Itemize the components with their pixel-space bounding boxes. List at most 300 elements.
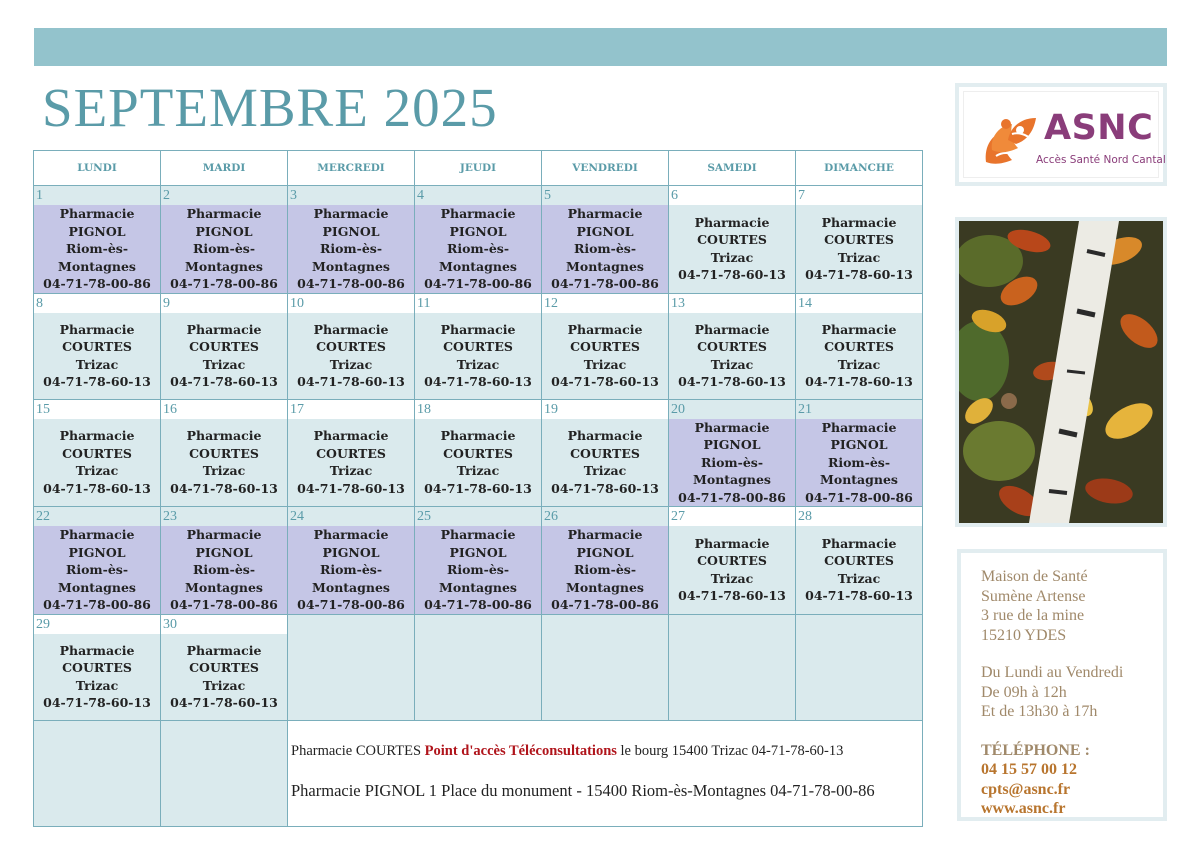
pharmacy-line: COURTES [570, 445, 640, 461]
pharmacy-line: Pharmacie [440, 428, 516, 444]
day-number: 25 [415, 507, 541, 526]
phone-number[interactable]: 04 15 57 00 12 [981, 761, 1077, 778]
on-duty-pharmacy [34, 634, 160, 720]
week-row [34, 614, 923, 720]
pharmacy-line: Trizac [329, 356, 373, 372]
empty-day-cell [669, 614, 796, 720]
day-cell-content [288, 294, 414, 399]
day-number: 23 [161, 507, 287, 526]
day-number: 28 [796, 507, 922, 526]
pharmacy-line: Montagnes [185, 258, 263, 274]
courtes-info-line [291, 743, 918, 760]
day-cell [161, 614, 288, 720]
pharmacy-line: Trizac [583, 356, 627, 372]
day-number: 17 [288, 400, 414, 419]
day-cell-content [288, 400, 414, 507]
courtes-suffix: le bourg 15400 Trizac 04-71-78-60-13 [616, 742, 844, 759]
pharmacy-line: COURTES [697, 232, 767, 248]
pharmacy-line: 04-71-78-60-13 [297, 480, 405, 496]
pharmacy-line: Trizac [329, 463, 373, 479]
on-duty-pharmacy [796, 419, 922, 507]
address-line: Sumène Artense [981, 587, 1086, 605]
pharmacy-line: Trizac [456, 463, 500, 479]
day-cell-content [161, 615, 287, 720]
contact-panel [957, 549, 1167, 821]
pharmacy-line: Riom-ès- [319, 241, 383, 256]
pharmacy-line: Montagnes [312, 258, 390, 274]
pharmacy-line: Trizac [202, 463, 246, 479]
on-duty-pharmacy [415, 526, 541, 614]
pharmacy-line: Riom-ès- [573, 562, 637, 577]
on-duty-pharmacy [34, 526, 160, 614]
empty-day-cell [288, 614, 415, 720]
on-duty-pharmacy [161, 526, 287, 614]
pharmacy-line: 04-71-78-60-13 [43, 695, 151, 710]
day-cell-content [415, 507, 541, 614]
on-duty-pharmacy [161, 313, 287, 399]
footer-empty-cell [161, 720, 288, 826]
day-cell [288, 507, 415, 615]
leaf-hands-logo-icon [982, 110, 1044, 170]
pharmacy-line: Montagnes [566, 579, 644, 595]
pharmacy-line: PIGNOL [322, 223, 380, 239]
on-duty-pharmacy [669, 419, 795, 507]
on-duty-pharmacy [669, 526, 795, 614]
pharmacy-line: Pharmacie [821, 321, 897, 337]
day-cell [161, 399, 288, 507]
day-cell [796, 507, 923, 615]
pharmacy-line: COURTES [189, 660, 259, 675]
on-duty-pharmacy [796, 313, 922, 399]
weekday-header: DIMANCHE [796, 151, 923, 186]
pharmacy-line: PIGNOL [830, 437, 888, 452]
day-cell-content [669, 400, 795, 507]
logo-name: ASNC [1044, 108, 1154, 148]
hours-line: De 09h à 12h [981, 683, 1067, 701]
address-line: 15210 YDES [981, 626, 1067, 644]
pharmacy-line: PIGNOL [68, 544, 126, 560]
day-cell [161, 507, 288, 615]
pharmacy-line: Pharmacie [440, 206, 516, 221]
pharmacy-line: Trizac [75, 677, 119, 693]
on-duty-pharmacy [542, 526, 668, 614]
day-cell [542, 293, 669, 399]
pharmacy-line: Pharmacie [694, 419, 770, 435]
day-cell [669, 399, 796, 507]
day-cell [415, 186, 542, 294]
day-cell-content [415, 294, 541, 399]
pharmacy-line: 04-71-78-00-86 [170, 597, 278, 612]
pharmacy-line: COURTES [62, 445, 132, 461]
on-duty-pharmacy [415, 313, 541, 399]
pharmacy-line: PIGNOL [703, 437, 761, 452]
pharmacy-line: PIGNOL [195, 223, 253, 239]
pharmacy-line: Pharmacie [59, 321, 135, 337]
hours-line: Du Lundi au Vendredi [981, 664, 1124, 681]
day-cell [288, 399, 415, 507]
day-cell [34, 293, 161, 399]
day-cell-content [796, 294, 922, 399]
day-cell [415, 293, 542, 399]
pharmacy-line: Trizac [837, 249, 881, 265]
pharmacy-line: Montagnes [58, 258, 136, 274]
day-cell-content [161, 186, 287, 293]
pharmacy-line: Pharmacie [567, 321, 643, 337]
pharmacy-line: 04-71-78-60-13 [424, 480, 532, 496]
pharmacy-line: 04-71-78-60-13 [170, 480, 278, 496]
day-number: 26 [542, 507, 668, 526]
pharmacy-line: Pharmacie [59, 206, 135, 221]
day-cell [415, 399, 542, 507]
day-number: 1 [34, 186, 160, 205]
teleconsultation-label: Point d'accès Téléconsultations [424, 742, 617, 759]
pharmacy-line: 04-71-78-60-13 [805, 267, 913, 283]
pharmacy-line: COURTES [824, 232, 894, 248]
on-duty-pharmacy [415, 205, 541, 293]
pharmacy-line: COURTES [697, 339, 767, 354]
pharmacy-line: 04-71-78-60-13 [43, 374, 151, 389]
day-cell-content [669, 294, 795, 399]
day-cell [669, 293, 796, 399]
pharmacy-line: Trizac [202, 677, 246, 693]
pharmacy-line: PIGNOL [195, 544, 253, 560]
asnc-logo-box [955, 83, 1167, 186]
on-duty-pharmacy [796, 526, 922, 614]
pharmacy-line: Trizac [202, 356, 246, 372]
week-row [34, 507, 923, 615]
weekday-header: JEUDI [415, 151, 542, 186]
day-number: 11 [415, 294, 541, 313]
day-cell-content [669, 186, 795, 293]
pharmacy-line: Pharmacie [694, 214, 770, 230]
on-duty-pharmacy [161, 419, 287, 507]
pharmacy-line: Riom-ès- [446, 562, 510, 577]
pharmacy-line: 04-71-78-00-86 [170, 276, 278, 291]
week-row [34, 399, 923, 507]
pharmacy-info [288, 721, 922, 801]
calendar-grid [33, 150, 923, 827]
day-number: 8 [34, 294, 160, 313]
day-number: 12 [542, 294, 668, 313]
day-cell-content [415, 186, 541, 293]
pharmacy-line: COURTES [316, 445, 386, 461]
weekday-header-row [34, 151, 923, 186]
pharmacy-line: Pharmacie [821, 535, 897, 551]
pharmacy-line: 04-71-78-00-86 [551, 276, 659, 291]
pharmacy-line: Pharmacie [694, 321, 770, 337]
pharmacy-line: 04-71-78-60-13 [678, 588, 786, 604]
pharmacy-line: COURTES [824, 339, 894, 354]
pharmacy-line: Pharmacie [567, 206, 643, 221]
on-duty-pharmacy [669, 205, 795, 293]
day-cell [415, 507, 542, 615]
day-cell-content [34, 294, 160, 399]
pharmacy-line: Trizac [710, 249, 754, 265]
day-cell [34, 507, 161, 615]
pharmacy-line: Trizac [583, 463, 627, 479]
day-cell-content [415, 400, 541, 507]
pharmacy-line: Pharmacie [313, 428, 389, 444]
pharmacy-line: 04-71-78-60-13 [805, 588, 913, 604]
on-duty-pharmacy [34, 419, 160, 507]
pharmacy-line: 04-71-78-60-13 [170, 374, 278, 389]
day-cell-content [161, 294, 287, 399]
empty-day-cell [542, 614, 669, 720]
day-number: 13 [669, 294, 795, 313]
pharmacy-line: Pharmacie [440, 321, 516, 337]
pharmacy-line: 04-71-78-00-86 [297, 276, 405, 291]
on-duty-pharmacy [542, 313, 668, 399]
weekday-header: MERCREDI [288, 151, 415, 186]
address-line: Maison de Santé [981, 568, 1088, 585]
footer-row [34, 720, 923, 826]
day-cell [288, 293, 415, 399]
day-cell [34, 399, 161, 507]
pharmacy-line: Pharmacie [59, 428, 135, 444]
pharmacy-line: 04-71-78-60-13 [551, 480, 659, 496]
on-duty-pharmacy [415, 419, 541, 507]
pharmacy-line: 04-71-78-00-86 [805, 489, 913, 505]
pharmacy-line: 04-71-78-60-13 [424, 374, 532, 389]
pharmacy-line: PIGNOL [449, 223, 507, 239]
hours-line: Et de 13h30 à 17h [981, 703, 1098, 720]
autumn-leaves-photo [955, 217, 1167, 527]
day-number: 3 [288, 186, 414, 205]
pharmacy-line: Montagnes [820, 472, 898, 487]
pharmacy-line: Riom-ès- [319, 562, 383, 577]
pharmacy-line: Riom-ès- [573, 241, 637, 256]
autumn-leaves-birch-photo [959, 221, 1163, 523]
pharmacy-line: Pharmacie [186, 642, 262, 658]
day-cell-content [796, 507, 922, 614]
pharmacy-line: Pharmacie [694, 535, 770, 551]
day-number: 2 [161, 186, 287, 205]
week-row [34, 186, 923, 294]
day-number: 27 [669, 507, 795, 526]
on-duty-pharmacy [542, 205, 668, 293]
pharmacy-line: 04-71-78-00-86 [43, 276, 151, 291]
pharmacy-line: COURTES [316, 339, 386, 354]
pharmacy-line: COURTES [62, 339, 132, 354]
footer-empty-cell [34, 720, 161, 826]
pharmacy-line: PIGNOL [576, 223, 634, 239]
day-number: 10 [288, 294, 414, 313]
pharmacy-line: Montagnes [185, 579, 263, 595]
on-duty-pharmacy [288, 313, 414, 399]
pharmacy-line: 04-71-78-00-86 [297, 597, 405, 612]
header-band [34, 28, 1167, 66]
pharmacy-line: Pharmacie [186, 527, 262, 542]
day-number: 4 [415, 186, 541, 205]
pharmacy-line: COURTES [443, 339, 513, 354]
on-duty-pharmacy [161, 205, 287, 293]
day-number: 29 [34, 615, 160, 634]
pharmacy-line: Riom-ès- [192, 562, 256, 577]
weekday-header: MARDI [161, 151, 288, 186]
pharmacy-line: Riom-ès- [446, 241, 510, 256]
day-cell-content [542, 400, 668, 507]
day-cell-content [34, 400, 160, 507]
pharmacy-line: Trizac [456, 356, 500, 372]
pharmacy-line: 04-71-78-60-13 [43, 480, 151, 496]
pharmacy-line: COURTES [824, 553, 894, 569]
day-cell-content [542, 294, 668, 399]
pharmacy-line: Pharmacie [313, 321, 389, 337]
on-duty-pharmacy [34, 205, 160, 293]
empty-day-cell [415, 614, 542, 720]
address-line: 3 rue de la mine [981, 607, 1085, 624]
day-cell-content [288, 507, 414, 614]
on-duty-pharmacy [669, 313, 795, 399]
opening-hours [981, 663, 1163, 722]
day-cell [288, 186, 415, 294]
day-cell [669, 507, 796, 615]
on-duty-pharmacy [34, 313, 160, 399]
pharmacy-line: Riom-ès- [192, 241, 256, 256]
pharmacy-line: PIGNOL [68, 223, 126, 239]
day-number: 9 [161, 294, 287, 313]
pharmacy-line: COURTES [570, 339, 640, 354]
logo-frame [963, 91, 1166, 178]
pharmacy-line: 04-71-78-60-13 [678, 267, 786, 283]
day-cell [542, 399, 669, 507]
day-number: 24 [288, 507, 414, 526]
day-cell [34, 186, 161, 294]
pharmacy-line: Montagnes [566, 258, 644, 274]
day-number: 6 [669, 186, 795, 205]
pharmacy-line: Riom-ès- [65, 562, 129, 577]
day-number: 30 [161, 615, 287, 634]
day-cell [796, 399, 923, 507]
pharmacy-info-cell [288, 720, 923, 826]
on-duty-pharmacy [161, 634, 287, 720]
pharmacy-line: 04-71-78-60-13 [805, 374, 913, 389]
pharmacy-line: Pharmacie [567, 428, 643, 444]
pignol-info-line: Pharmacie PIGNOL 1 Place du monument - 15400 Riom-ès-Montagnes 04-71-78-00-86 [291, 780, 875, 800]
pharmacy-line: Trizac [75, 356, 119, 372]
page-title: SEPTEMBRE 2025 [42, 77, 498, 138]
pharmacy-line: Pharmacie [59, 642, 135, 658]
pharmacy-line: Pharmacie [186, 206, 262, 221]
day-cell [796, 186, 923, 294]
pharmacy-line: Pharmacie [59, 527, 135, 542]
pharmacy-line: Riom-ès- [65, 241, 129, 256]
pharmacy-line: Riom-ès- [827, 454, 891, 470]
day-number: 15 [34, 400, 160, 419]
day-number: 18 [415, 400, 541, 419]
weekday-header: LUNDI [34, 151, 161, 186]
pharmacy-line: Montagnes [693, 472, 771, 487]
pharmacy-line: PIGNOL [449, 544, 507, 560]
address-block [981, 567, 1163, 645]
pharmacy-line: Pharmacie [186, 321, 262, 337]
day-number: 21 [796, 400, 922, 419]
pharmacy-line: Montagnes [58, 579, 136, 595]
pharmacy-line: Montagnes [312, 579, 390, 595]
day-cell-content [161, 507, 287, 614]
pharmacy-line: 04-71-78-00-86 [424, 276, 532, 291]
pharmacy-line: Pharmacie [440, 527, 516, 542]
pharmacy-line: Pharmacie [567, 527, 643, 542]
on-duty-pharmacy [288, 526, 414, 614]
on-duty-pharmacy [288, 205, 414, 293]
day-cell-content [288, 186, 414, 293]
day-cell [542, 507, 669, 615]
pharmacy-line: Trizac [710, 356, 754, 372]
pharmacy-line: Montagnes [439, 258, 517, 274]
pharmacy-line: 04-71-78-60-13 [551, 374, 659, 389]
pharmacy-line: Pharmacie [186, 428, 262, 444]
day-cell-content [161, 400, 287, 507]
pharmacy-line: Trizac [75, 463, 119, 479]
on-duty-pharmacy [542, 419, 668, 507]
weekday-header: SAMEDI [669, 151, 796, 186]
pharmacy-line: Pharmacie [313, 206, 389, 221]
pharmacy-line: 04-71-78-60-13 [678, 374, 786, 389]
day-number: 22 [34, 507, 160, 526]
pharmacy-line: COURTES [443, 445, 513, 461]
pharmacy-line: 04-71-78-60-13 [170, 695, 278, 710]
pharmacy-line: 04-71-78-00-86 [551, 597, 659, 612]
day-cell [161, 293, 288, 399]
day-cell-content [34, 186, 160, 293]
day-cell-content [542, 186, 668, 293]
pharmacy-line: Trizac [837, 356, 881, 372]
pharmacy-line: COURTES [189, 445, 259, 461]
day-cell [796, 293, 923, 399]
logo-subtitle: Accès Santé Nord Cantal [1036, 154, 1166, 166]
empty-day-cell [796, 614, 923, 720]
pharmacy-line: PIGNOL [576, 544, 634, 560]
pharmacy-line: Trizac [837, 570, 881, 586]
on-duty-pharmacy [288, 419, 414, 507]
on-duty-pharmacy [796, 205, 922, 293]
day-number: 5 [542, 186, 668, 205]
day-cell-content [796, 400, 922, 507]
pharmacy-line: Riom-ès- [700, 454, 764, 470]
pharmacy-line: Trizac [710, 570, 754, 586]
day-number: 20 [669, 400, 795, 419]
day-cell-content [34, 507, 160, 614]
pharmacy-line: 04-71-78-00-86 [43, 597, 151, 612]
phone-label: TÉLÉPHONE : [981, 741, 1090, 759]
day-number: 19 [542, 400, 668, 419]
day-number: 14 [796, 294, 922, 313]
pharmacy-line: 04-71-78-00-86 [424, 597, 532, 612]
pharmacy-line: Montagnes [439, 579, 517, 595]
day-cell [669, 186, 796, 294]
day-cell-content [542, 507, 668, 614]
pharmacy-line: Pharmacie [821, 419, 897, 435]
week-row [34, 293, 923, 399]
day-cell [161, 186, 288, 294]
pharmacy-line: 04-71-78-00-86 [678, 489, 786, 505]
pharmacy-line: COURTES [62, 660, 132, 675]
website-link[interactable]: www.asnc.fr [981, 800, 1066, 817]
day-cell-content [34, 615, 160, 720]
day-number: 16 [161, 400, 287, 419]
courtes-prefix: Pharmacie COURTES [291, 742, 425, 759]
pharmacy-line: COURTES [697, 553, 767, 569]
day-cell [542, 186, 669, 294]
email-link[interactable]: cpts@asnc.fr [981, 780, 1071, 798]
day-cell [34, 614, 161, 720]
day-number: 7 [796, 186, 922, 205]
pharmacy-line: 04-71-78-60-13 [297, 374, 405, 389]
pharmacy-line: Pharmacie [313, 527, 389, 542]
pharmacy-line: PIGNOL [322, 544, 380, 560]
day-cell-content [796, 186, 922, 293]
